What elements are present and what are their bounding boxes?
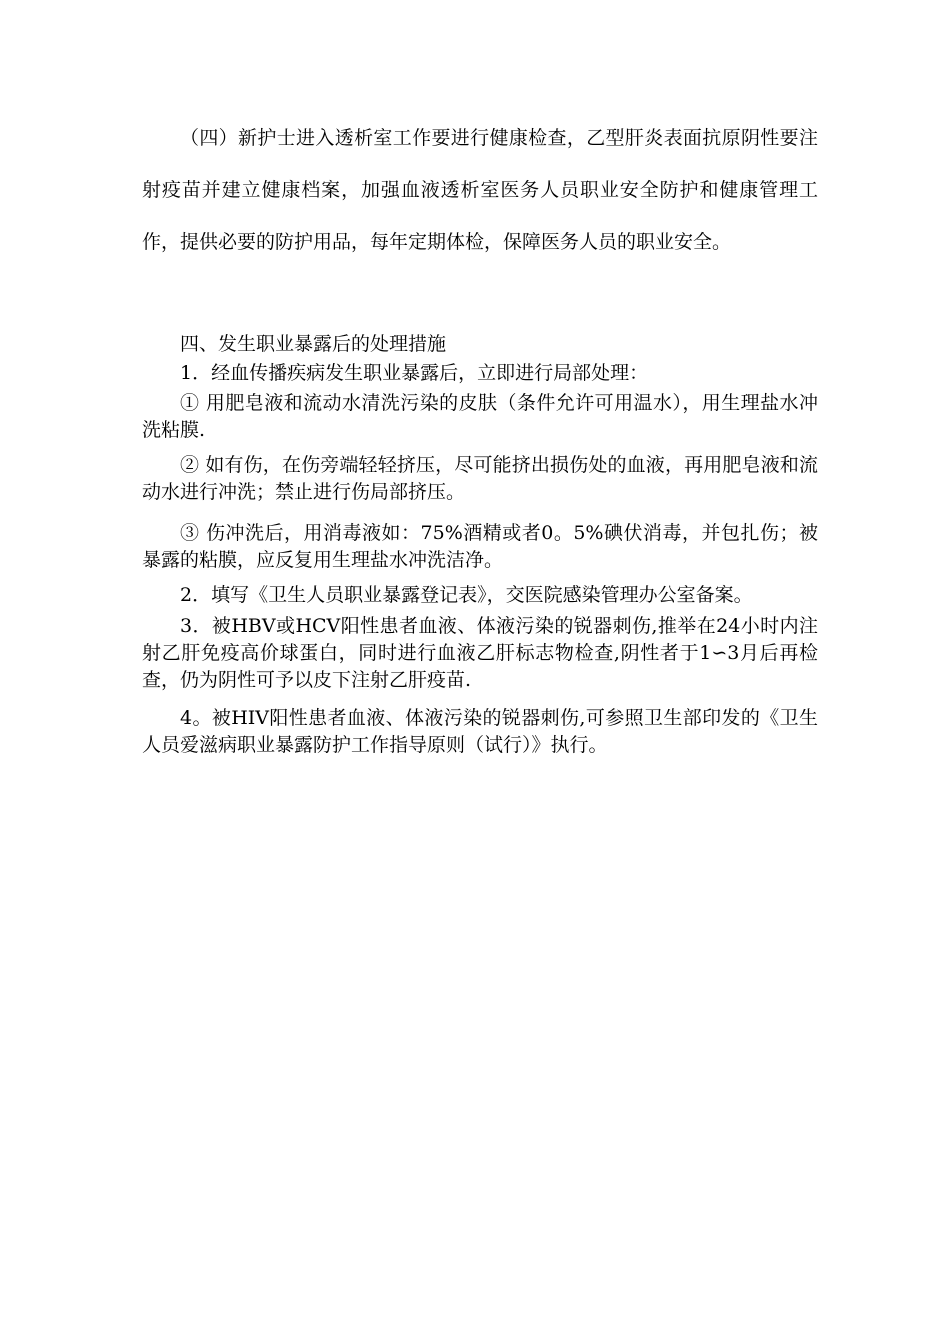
paragraph-step-1-item-1: ① 用肥皂液和流动水清洗污染的皮肤（条件允许可用温水），用生理盐水冲洗粘膜. xyxy=(142,392,818,441)
paragraph-step-1: 1．经血传播疾病发生职业暴露后，立即进行局部处理： xyxy=(180,362,649,384)
paragraph-step-1-item-3: ③ 伤冲洗后，用消毒液如：75%酒精或者0。5%碘伏消毒，并包扎伤；被暴露的粘膜，应反复用生理盐水冲洗洁净。 xyxy=(142,522,818,571)
section-heading-exposure-measures: 四、发生职业暴露后的处理措施 xyxy=(180,333,447,355)
paragraph-step-2: 2．填写《卫生人员职业暴露登记表》，交医院感染管理办公室备案。 xyxy=(180,584,753,606)
paragraph-step-3: 3．被HBV或HCV阳性患者血液、体液污染的锐器刺伤,推举在24小时内注射乙肝免疫高价球蛋白，同时进行血液乙肝标志物检查,阴性者于1∽3月后再检查，仍为阴性可予以皮下注射乙肝疫苗. xyxy=(142,615,818,691)
paragraph-step-4: 4。被HIV阳性患者血液、体液污染的锐器刺伤,可参照卫生部印发的《卫生人员爱滋病职业暴露防护工作指导原则（试行）》执行。 xyxy=(142,707,818,756)
paragraph-step-1-item-2: ② 如有伤，在伤旁端轻轻挤压，尽可能挤出损伤处的血液，再用肥皂液和流动水进行冲洗；禁止进行伤局部挤压。 xyxy=(142,454,818,503)
paragraph-nurse-health-check: （四）新护士进入透析室工作要进行健康检查，乙型肝炎表面抗原阴性要注射疫苗并建立健康档案，加强血液透析室医务人员职业安全防护和健康管理工作，提供必要的防护用品，每年定期体检，保障医务人员的职业安全。 xyxy=(142,127,818,253)
